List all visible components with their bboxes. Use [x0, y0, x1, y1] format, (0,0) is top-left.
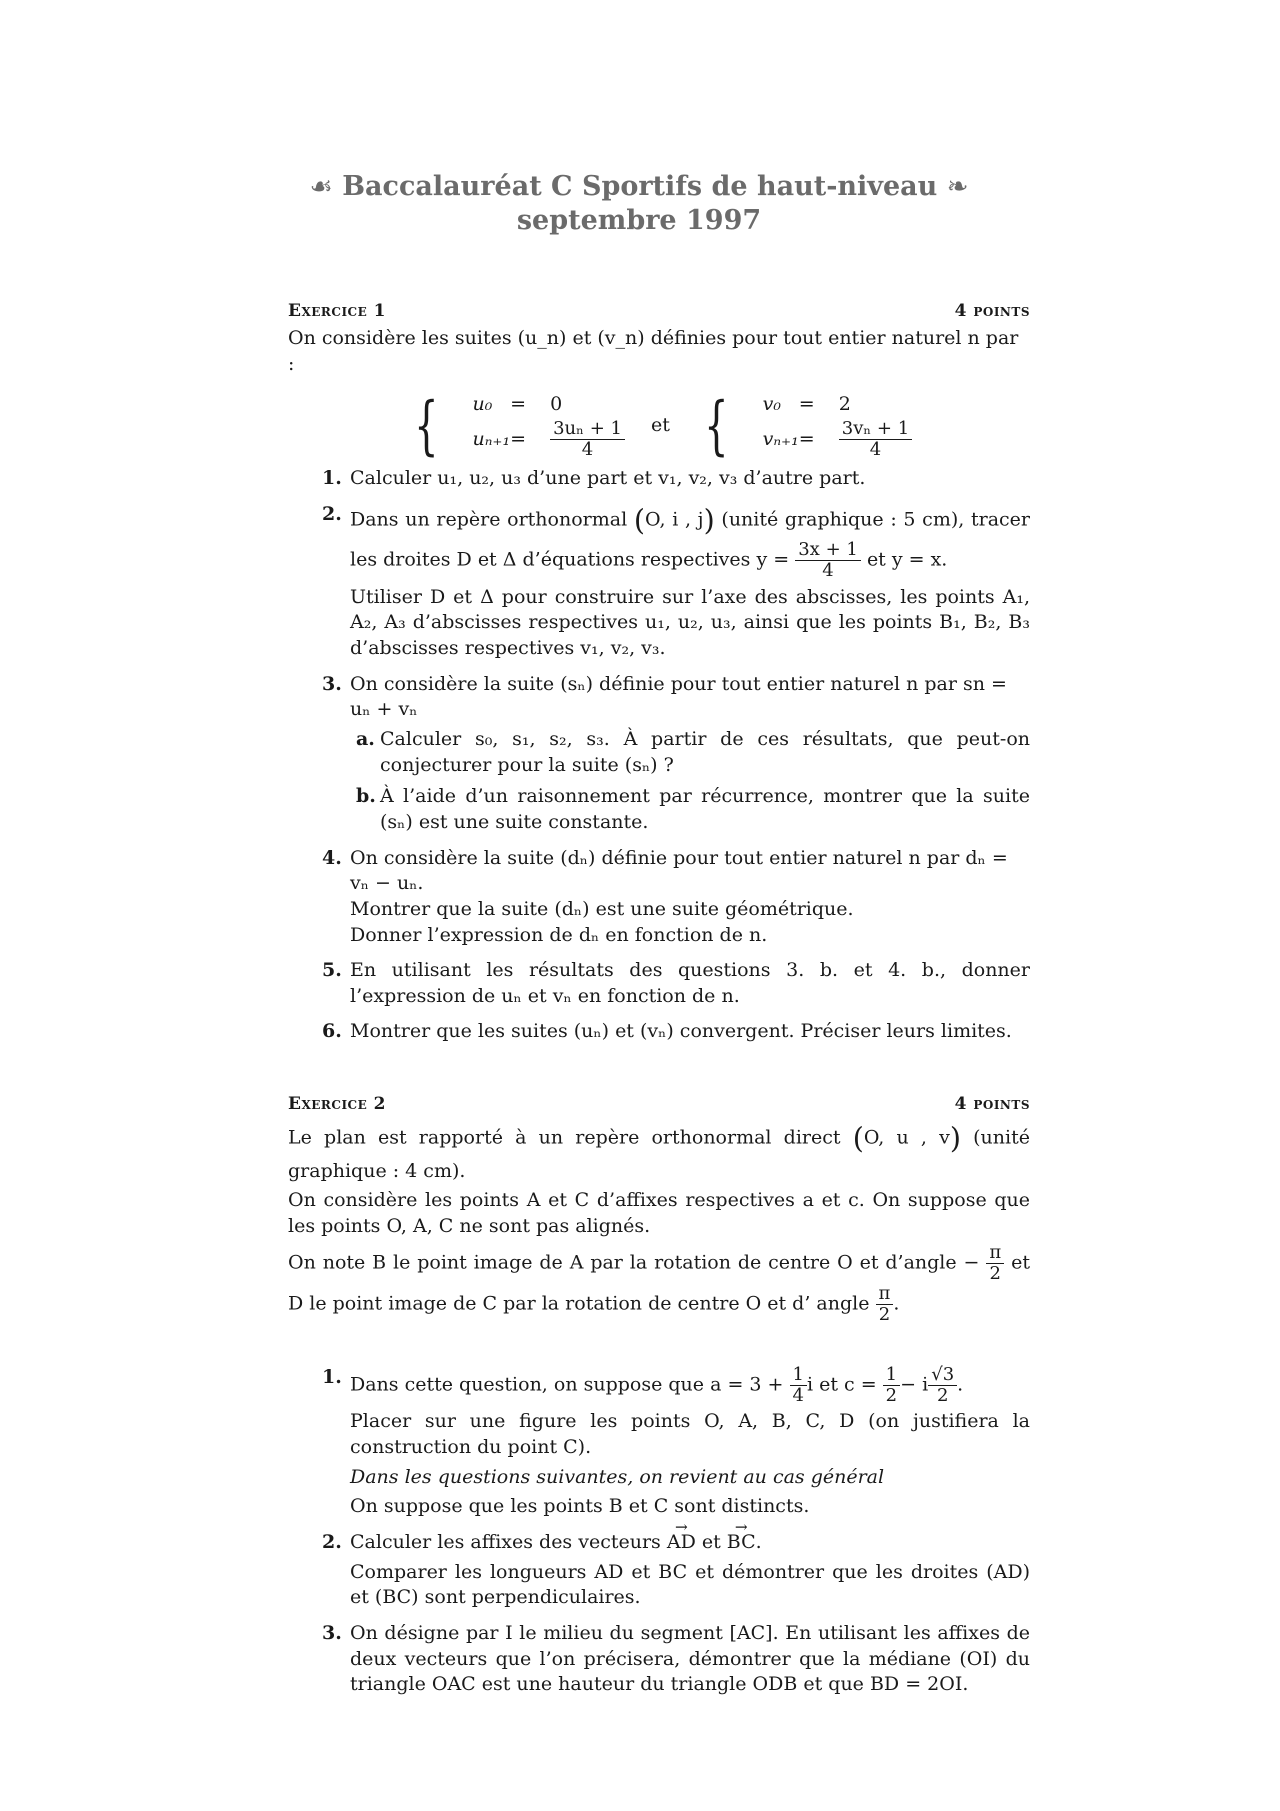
- fraction-numerator: 1: [883, 1365, 900, 1386]
- question-text: Comparer les longueurs AD et BC et démontrer que les droites (AD) et (BC) sont perpendiculaires.: [350, 1560, 1030, 1609]
- ex1-question-3: [288, 672, 1030, 836]
- exercise2-header: [288, 1093, 1030, 1116]
- question-text: Calculer s₀, s₁, s₂, s₃. À partir de ces résultats, que peut-on conjecturer pour la suite (sₙ) ?: [380, 728, 1030, 776]
- exercise2-p3: [288, 1243, 1030, 1324]
- ex1-question-3a: [350, 727, 1030, 778]
- fraction-numerator: 3x + 1: [795, 540, 861, 561]
- question-text: Utiliser D et Δ pour construire sur l’axe des abscisses, les points A₁, A₂, A₃ d’abscisses respectives u₁, u₂, u₃, ainsi que les points B₁, B₂, B₃ d’abscisses respectives v₁, v₂, v₃.: [350, 585, 1030, 660]
- subquestion-letter: b.: [356, 785, 376, 808]
- document-title: [248, 170, 1030, 238]
- u0-value: 0: [550, 392, 563, 415]
- frame-notation: O, i , j: [645, 508, 704, 531]
- question-text: On considère la suite (sₙ) définie pour tout entier naturel n par sn = uₙ + vₙ: [350, 672, 1007, 721]
- v0-label: v₀: [762, 392, 781, 415]
- v0-value: 2: [838, 392, 851, 415]
- question-number: 3.: [322, 672, 342, 695]
- exercise1-header: [288, 300, 1030, 323]
- fraction-denominator: 4: [869, 439, 882, 461]
- question-text: i et c =: [806, 1373, 877, 1396]
- fraction-denominator: 4: [822, 560, 834, 581]
- fraction-numerator: π: [876, 1284, 894, 1305]
- question-number: 1.: [322, 1365, 342, 1388]
- question-text: et: [701, 1531, 721, 1554]
- question-text: On suppose que les points B et C sont distincts.: [350, 1495, 810, 1518]
- fraction-numerator: 1: [790, 1365, 807, 1386]
- paragraph-text: Le plan est rapporté à un repère orthonormal direct: [288, 1126, 841, 1149]
- ex1-question-6: [288, 1019, 1030, 1045]
- brace-left: {: [413, 388, 439, 463]
- question-number: 4.: [322, 846, 342, 869]
- brace-right-system: {: [704, 388, 729, 463]
- paragraph-text: On note B le point image de A par la rotation de centre O et d’angle −: [288, 1251, 980, 1274]
- system-et: et: [651, 414, 670, 437]
- ex1-question-3-parts: [350, 727, 1030, 836]
- paragraph-text: (unité graphique : 4 cm).: [288, 1126, 1030, 1182]
- un1-label: uₙ₊₁: [472, 427, 511, 450]
- vn1-label: vₙ₊₁: [762, 427, 799, 450]
- u-equations: [472, 392, 625, 460]
- title-line2: septembre 1997: [516, 204, 762, 236]
- exercise1-heading: Exercice 1: [288, 300, 386, 321]
- exercise1-intro: On considère les suites (u_n) et (v_n) définies pour tout entier naturel n par :: [288, 327, 1019, 376]
- question-text: − i: [900, 1373, 929, 1396]
- question-text: Montrer que les suites (uₙ) et (vₙ) convergent. Préciser leurs limites.: [350, 1020, 1012, 1043]
- question-text: On considère la suite (dₙ) définie pour tout entier naturel n par dₙ = vₙ − uₙ.: [350, 846, 1008, 895]
- angle-minus-pi-over-2: [986, 1243, 1004, 1284]
- v-recurrence-fraction: [839, 419, 913, 460]
- question-note: Dans les questions suivantes, on revient au cas général: [350, 1465, 885, 1488]
- fraction-one-half: [883, 1365, 900, 1406]
- question-number: 1.: [322, 467, 342, 490]
- question-text: (unité graphique : 5 cm), tracer les droites D et Δ d’équations respectives y =: [350, 508, 1030, 571]
- u-recurrence-fraction: [550, 419, 625, 460]
- ex2-question-3: [288, 1621, 1030, 1698]
- exercise1-questions: [288, 466, 1030, 1045]
- question-text: Montrer que la suite (dₙ) est une suite géométrique.: [350, 897, 854, 920]
- exercise2-p1: Le plan est rapporté à un repère orthonormal direct (O, u , v) (unité graphique : 4 cm).: [288, 1122, 1030, 1182]
- question-text: Calculer u₁, u₂, u₃ d’une part et v₁, v₂, v₃ d’autre part.: [350, 467, 866, 490]
- equals-sign: =: [510, 427, 526, 450]
- fraction-denominator: 4: [581, 439, 594, 461]
- fraction-numerator: 3uₙ + 1: [550, 419, 625, 440]
- question-number: 3.: [322, 1621, 342, 1644]
- question-number: 2.: [322, 1531, 342, 1554]
- question-text: Dans un repère orthonormal: [350, 508, 628, 531]
- fraction-numerator: π: [986, 1243, 1004, 1264]
- ex1-question-5: [288, 958, 1030, 1009]
- fraction-denominator: 4: [792, 1384, 804, 1406]
- ex2-question-2: [288, 1530, 1030, 1611]
- ornament-right-icon: ❧: [946, 172, 969, 202]
- question-text: On désigne par I le milieu du segment [AC]. En utilisant les affixes de deux vecteurs que l’on précisera, démontrer que la médiane (OI) du triangle OAC est une hauteur du triangle ODB et que BD = 2OI.: [350, 1621, 1030, 1696]
- exercise2-points: 4 points: [954, 1094, 1030, 1115]
- document-page: [288, 170, 1030, 1708]
- vector-ad: → AD: [667, 1530, 696, 1556]
- ex1-question-2: 2. Dans un repère orthonormal (O, i , j) (unité graphique : 5 cm), tracer les droites D et Δ d’équations respectives y = $\frac{3x + 1}{4}$ et y = x. Utiliser D et Δ pour construire sur l’axe des abscisses, les points A₁, A₂, A₃ d’abscisses respectives u₁, u₂, u₃, ainsi que les points B₁, B₂, B₃ d’abscisses respectives v₁, v₂, v₃.: [288, 502, 1030, 662]
- question-text: .: [755, 1531, 762, 1554]
- paragraph-text: et D le point image de C par la rotation de centre O et d’ angle: [288, 1251, 1030, 1315]
- question-text: Placer sur une figure les points O, A, B, C, D (on justifiera la construction du point C).: [350, 1410, 1030, 1459]
- line-equation-fraction: [795, 540, 861, 581]
- frame-notation: O, u , v: [863, 1126, 950, 1149]
- equals-sign: =: [798, 392, 815, 415]
- question-text: et y = x.: [866, 548, 948, 571]
- question-number: 6.: [322, 1020, 342, 1043]
- ex1-question-1: [288, 466, 1030, 492]
- fraction-denominator: 2: [878, 1303, 891, 1325]
- equals-sign: =: [798, 427, 815, 450]
- question-number: 5.: [322, 959, 342, 982]
- question-text: .: [957, 1373, 964, 1396]
- exercise2-p2: On considère les points A et C d’affixes respectives a et c. On suppose que les points O, A, C ne sont pas alignés.: [288, 1189, 1030, 1237]
- fraction-denominator: 2: [936, 1384, 949, 1406]
- question-text: Dans cette question, on suppose que a = 3 +: [350, 1373, 784, 1396]
- paragraph-text: .: [893, 1292, 900, 1315]
- angle-pi-over-2: [876, 1284, 894, 1325]
- question-text: En utilisant les résultats des questions 3. b. et 4. b., donner l’expression de uₙ et vₙ en fonction de n.: [350, 959, 1030, 1007]
- vector-bc: → BC: [727, 1530, 756, 1556]
- v-equations: [763, 392, 913, 460]
- fraction-numerator: 3vₙ + 1: [839, 419, 913, 440]
- question-text: Donner l’expression de dₙ en fonction de n.: [350, 923, 768, 946]
- exercise1-points: 4 points: [954, 300, 1030, 321]
- question-text: Calculer les affixes des vecteurs: [350, 1531, 661, 1554]
- subquestion-letter: a.: [356, 728, 375, 751]
- ex2-question-1: [288, 1365, 1030, 1520]
- fraction-denominator: 2: [989, 1263, 1002, 1285]
- exercise2-questions: [288, 1365, 1030, 1698]
- exercise2-heading: Exercice 2: [288, 1094, 386, 1115]
- ex1-question-3b: [350, 784, 1030, 835]
- u0-label: u₀: [472, 392, 493, 415]
- fraction-denominator: 2: [885, 1384, 898, 1406]
- title-line1: Baccalauréat C Sportifs de haut-niveau: [342, 171, 938, 202]
- ex1-question-4: [288, 846, 1030, 949]
- fraction-sqrt3-half: [928, 1365, 957, 1406]
- fraction-one-quarter: [790, 1365, 807, 1406]
- question-number: 2.: [322, 502, 342, 525]
- ornament-left-icon: ☙: [309, 172, 333, 202]
- question-text: À l’aide d’un raisonnement par récurrence, montrer que la suite (sₙ) est une suite constante.: [380, 785, 1030, 833]
- equals-sign: =: [510, 392, 526, 415]
- fraction-numerator: √3: [928, 1365, 957, 1386]
- sequence-system: [288, 388, 1030, 463]
